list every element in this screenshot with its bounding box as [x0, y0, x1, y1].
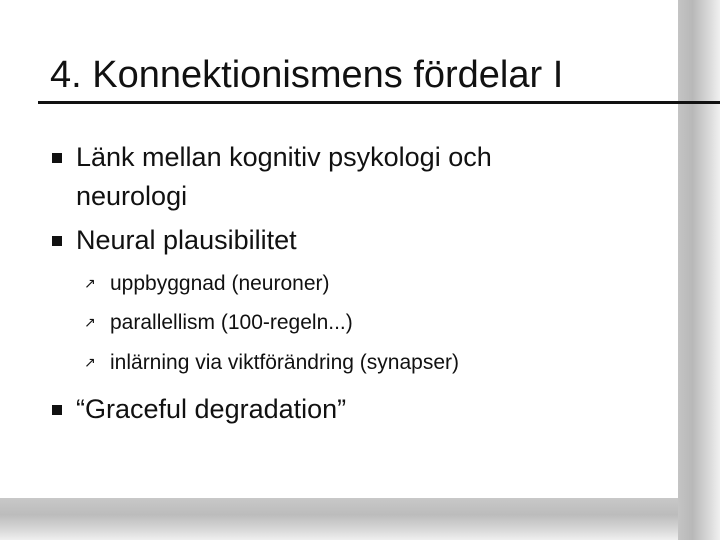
bottom-shadow [0, 498, 678, 540]
sub-bullet-text: parallellism (100-regeln...) [110, 311, 353, 334]
square-bullet-icon [52, 405, 62, 415]
sub-bullet-text: uppbyggnad (neuroner) [110, 272, 330, 295]
bullet-text: Länk mellan kognitiv psykologi och [76, 142, 492, 172]
diagonal-arrow-icon: ↗ [84, 355, 96, 371]
square-bullet-icon [52, 236, 62, 246]
bullet-text: Neural plausibilitet [76, 225, 297, 255]
square-bullet-icon [52, 153, 62, 163]
diagonal-arrow-icon: ↗ [84, 315, 96, 331]
sub-bullet-text: inlärning via viktförändring (synapser) [110, 351, 459, 374]
bullet-text: “Graceful degradation” [76, 394, 347, 424]
diagonal-arrow-icon: ↗ [84, 276, 96, 292]
right-shadow [678, 0, 720, 540]
slide-title: 4. Konnektionismens fördelar I [50, 54, 564, 96]
bullet-text: neurologi [76, 181, 188, 211]
title-underline [38, 101, 720, 104]
